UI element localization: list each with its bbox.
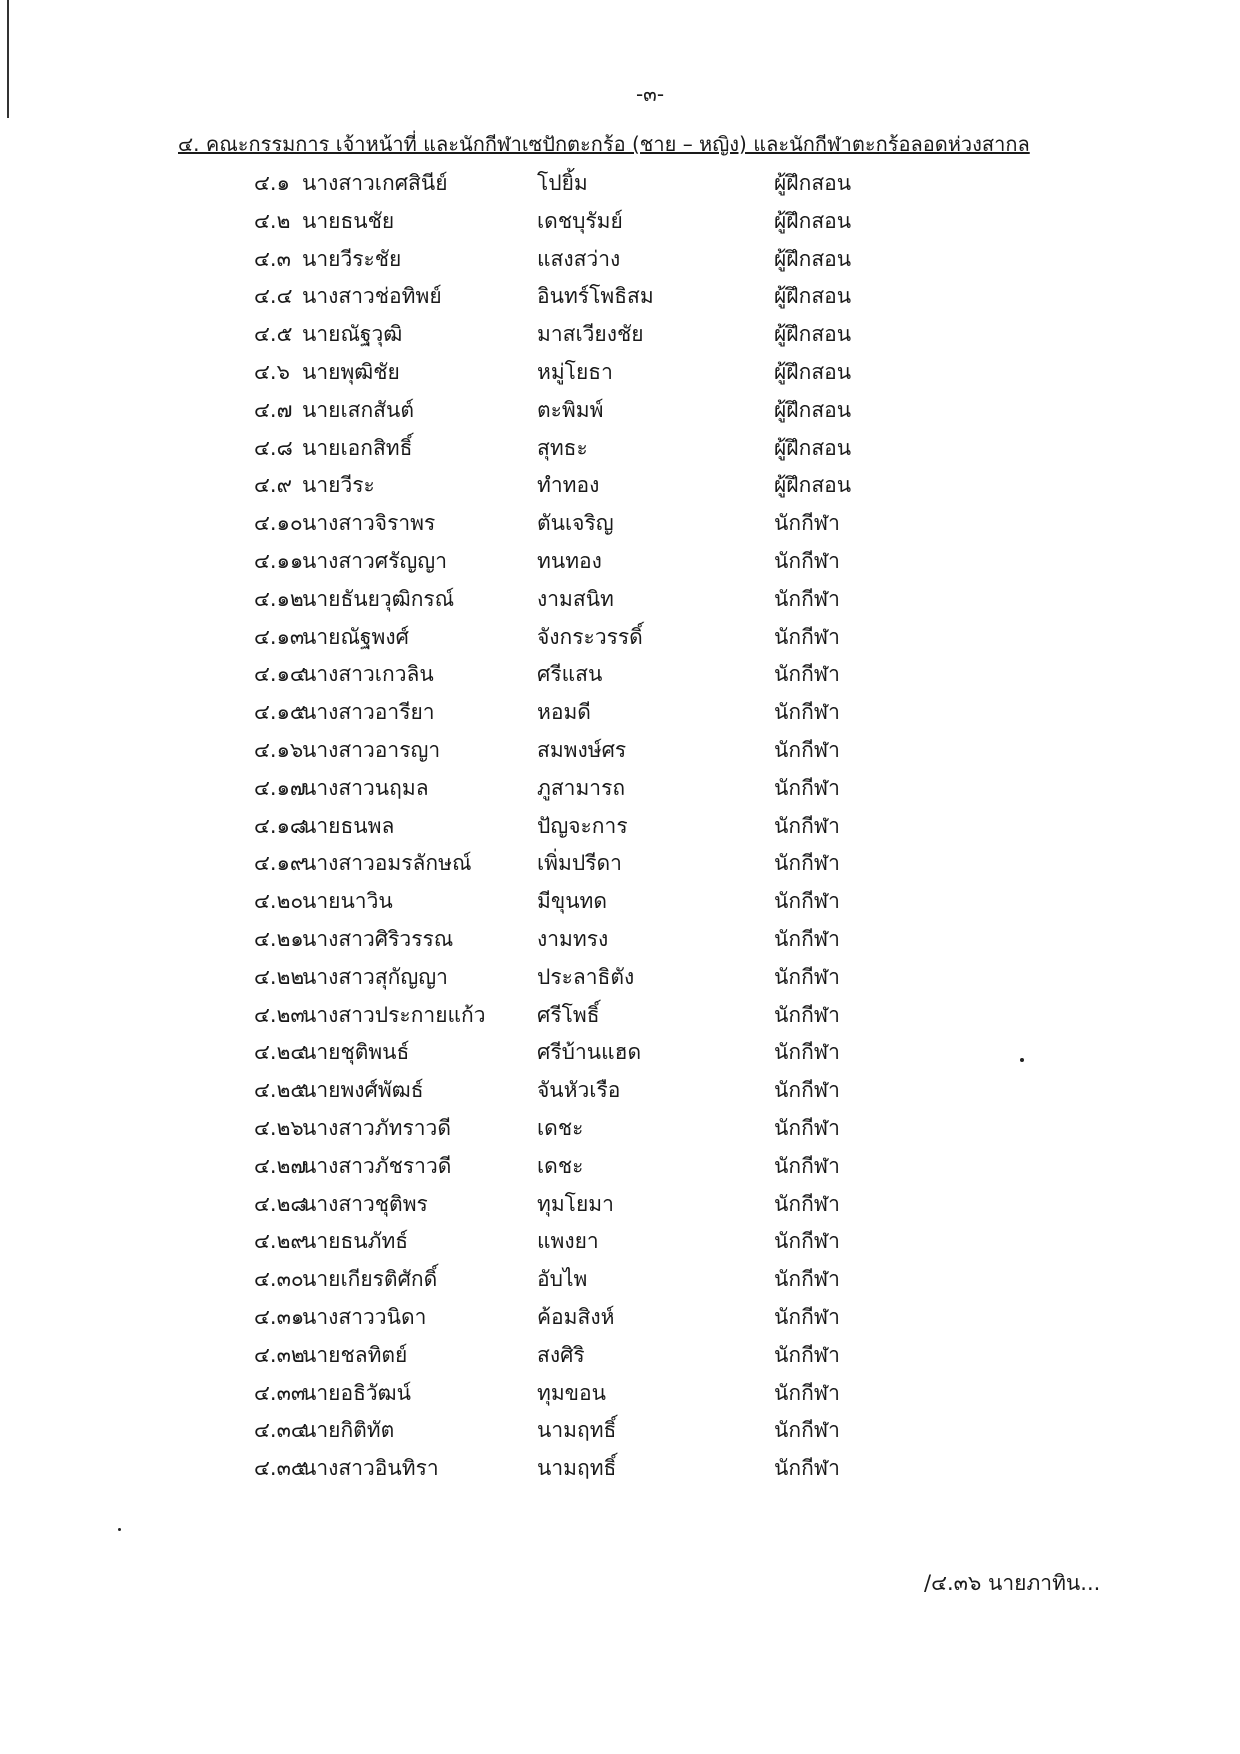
roster-row xyxy=(254,1186,974,1224)
roster-number: ๔.๑๒ xyxy=(254,586,304,611)
roster-surname: ศรีบ้านแฮด xyxy=(537,1040,642,1065)
roster-number: ๔.๑๕ xyxy=(254,700,306,725)
roster-surname: ทุมโยมา xyxy=(537,1191,614,1216)
roster-role: ผู้ฝึกสอน xyxy=(774,322,852,347)
roster-row xyxy=(254,1337,974,1375)
roster-role: นักกีฬา xyxy=(774,1267,840,1292)
roster-given-name: นายธนพล xyxy=(302,813,395,838)
roster-surname: นามฤทธิ์ xyxy=(537,1456,617,1481)
roster-role: นักกีฬา xyxy=(774,1078,840,1103)
roster-given-name: นางสาวภัทราวดี xyxy=(302,1115,451,1140)
roster-number: ๔.๒ xyxy=(254,208,291,233)
roster-surname: โปยิ้ม xyxy=(537,171,588,195)
roster-surname: เดชะ xyxy=(537,1115,584,1140)
roster-role: นักกีฬา xyxy=(774,511,840,536)
roster-surname: จันหัวเรือ xyxy=(537,1078,621,1103)
roster-role: นักกีฬา xyxy=(774,1456,840,1481)
roster-number: ๔.๓๓ xyxy=(254,1380,306,1405)
roster-given-name: นายเกียรติศักดิ์ xyxy=(302,1267,438,1292)
roster-given-name: นางสาวอินทิรา xyxy=(302,1456,439,1481)
roster-number: ๔.๒๙ xyxy=(254,1229,306,1254)
page-number: -๓- xyxy=(635,82,665,106)
roster-surname: มาสเวียงชัย xyxy=(537,322,644,347)
roster-given-name: นางสาวประกายแก้ว xyxy=(302,1002,486,1027)
roster-number: ๔.๒๔ xyxy=(254,1040,307,1065)
roster-row xyxy=(254,1261,974,1299)
roster-surname: แพงยา xyxy=(537,1229,599,1254)
roster-role: ผู้ฝึกสอน xyxy=(774,435,852,460)
roster-surname: สุทธะ xyxy=(537,435,588,460)
roster-row xyxy=(254,241,974,279)
roster-given-name: นางสาวเกศสินีย์ xyxy=(302,171,448,195)
roster-given-name: นายธันยวุฒิกรณ์ xyxy=(302,586,455,611)
roster-role: ผู้ฝึกสอน xyxy=(774,246,852,271)
roster-number: ๔.๕ xyxy=(254,322,293,347)
binding-edge-line xyxy=(7,0,9,118)
roster-given-name: นางสาวอารญา xyxy=(302,737,441,762)
roster-surname: ตะพิมพ์ xyxy=(537,397,604,422)
roster-row xyxy=(254,1450,974,1488)
roster-number: ๔.๒๐ xyxy=(254,889,304,914)
roster-given-name: นายวีระ xyxy=(302,473,375,498)
roster-number: ๔.๒๓ xyxy=(254,1002,305,1027)
roster-surname: งามทรง xyxy=(537,926,609,951)
roster-given-name: นายนาวิน xyxy=(302,889,393,914)
roster-number: ๔.๓๒ xyxy=(254,1342,305,1367)
roster-role: ผู้ฝึกสอน xyxy=(774,359,852,384)
roster-surname: ประลาธิตัง xyxy=(537,964,635,989)
roster-number: ๔.๒๒ xyxy=(254,964,305,989)
roster-given-name: นางสาวเกวลิน xyxy=(302,662,434,687)
roster-number: ๔.๒๑ xyxy=(254,926,304,951)
roster-role: นักกีฬา xyxy=(774,964,840,989)
roster-given-name: นางสาวสุกัญญา xyxy=(302,964,448,989)
roster-row xyxy=(254,1375,974,1413)
roster-given-name: นางสาวช่อทิพย์ xyxy=(302,284,442,309)
roster-surname: อินทร์โพธิสม xyxy=(537,284,654,309)
roster-number: ๔.๑๐ xyxy=(254,511,303,536)
roster-row xyxy=(254,1034,974,1072)
roster-number: ๔.๓๔ xyxy=(254,1418,307,1443)
roster-role: นักกีฬา xyxy=(774,1342,840,1367)
roster-given-name: นายธนชัย xyxy=(302,208,395,233)
roster-surname: ศรีโพธิ์ xyxy=(537,1002,600,1027)
roster-number: ๔.๒๕ xyxy=(254,1078,307,1103)
roster-surname: ภูสามารถ xyxy=(537,775,626,800)
roster-role: ผู้ฝึกสอน xyxy=(774,397,852,422)
roster-surname: นามฤทธิ์ xyxy=(537,1418,617,1443)
roster-surname: เดชะ xyxy=(537,1153,584,1178)
roster-row xyxy=(254,581,974,619)
roster-row xyxy=(254,316,974,354)
roster-role: นักกีฬา xyxy=(774,813,840,838)
roster-number: ๔.๑๙ xyxy=(254,851,306,876)
roster-number: ๔.๙ xyxy=(254,473,292,498)
roster-given-name: นางสาวอมรลักษณ์ xyxy=(302,851,472,876)
roster-role: นักกีฬา xyxy=(774,1380,840,1405)
roster-surname: สงศิริ xyxy=(537,1342,585,1367)
roster-role: ผู้ฝึกสอน xyxy=(774,171,852,195)
roster-number: ๔.๑๓ xyxy=(254,624,305,649)
roster-number: ๔.๗ xyxy=(254,397,293,422)
roster-surname: มีขุนทด xyxy=(537,889,608,914)
roster-given-name: นางสาวจิราพร xyxy=(302,511,436,536)
roster-number: ๔.๓๐ xyxy=(254,1267,304,1292)
roster-surname: ศรีแสน xyxy=(537,662,603,687)
roster-row xyxy=(254,203,974,241)
roster-given-name: นายชุติพนธ์ xyxy=(302,1040,410,1065)
roster-surname: แสงสว่าง xyxy=(537,246,621,271)
roster-given-name: นายกิติทัต xyxy=(302,1418,395,1443)
roster-number: ๔.๑ xyxy=(254,171,290,195)
roster-number: ๔.๑๘ xyxy=(254,813,307,838)
roster-role: นักกีฬา xyxy=(774,1418,840,1443)
roster-row xyxy=(254,392,974,430)
roster-given-name: นางสาวภัชราวดี xyxy=(302,1153,452,1178)
roster-surname: ค้อมสิงห์ xyxy=(537,1304,615,1329)
roster-number: ๔.๓๑ xyxy=(254,1304,305,1329)
roster-given-name: นางสาวชุติพร xyxy=(302,1191,428,1216)
roster-number: ๔.๑๗ xyxy=(254,775,306,800)
roster-number: ๔.๒๗ xyxy=(254,1153,307,1178)
roster-role: นักกีฬา xyxy=(774,586,840,611)
roster-surname: ตันเจริญ xyxy=(537,511,614,536)
roster-row xyxy=(254,354,974,392)
roster-given-name: นายพุฒิชัย xyxy=(302,359,400,384)
roster-row xyxy=(254,1110,974,1148)
roster-row xyxy=(254,1148,974,1186)
roster-row xyxy=(254,883,974,921)
roster-role: นักกีฬา xyxy=(774,1191,840,1216)
roster-row xyxy=(254,921,974,959)
roster-number: ๔.๒๖ xyxy=(254,1115,304,1140)
roster-given-name: นายอธิวัฒน์ xyxy=(302,1380,411,1405)
roster-given-name: นายพงศ์พัฒธ์ xyxy=(302,1078,424,1103)
roster-role: นักกีฬา xyxy=(774,1229,840,1254)
roster-number: ๔.๑๑ xyxy=(254,548,304,573)
roster-row xyxy=(254,278,974,316)
roster-given-name: นางสาวนฤมล xyxy=(302,775,429,800)
roster-row xyxy=(254,997,974,1035)
roster-row xyxy=(254,619,974,657)
roster-surname: ปัญจะการ xyxy=(537,813,628,838)
roster-number: ๔.๑๔ xyxy=(254,662,306,687)
roster-surname: จังกระวรรดิ์ xyxy=(537,624,643,649)
roster-surname: อับไพ xyxy=(537,1267,588,1292)
roster-row xyxy=(254,845,974,883)
roster-row xyxy=(254,1412,974,1450)
roster-row xyxy=(254,959,974,997)
roster-given-name: นางสาวอารียา xyxy=(302,700,435,725)
roster-role: นักกีฬา xyxy=(774,926,840,951)
roster-surname: สมพงษ์ศร xyxy=(537,737,627,762)
roster-row xyxy=(254,694,974,732)
roster-role: นักกีฬา xyxy=(774,1002,840,1027)
roster-role: นักกีฬา xyxy=(774,737,840,762)
roster-given-name: นายชลทิตย์ xyxy=(302,1342,408,1367)
roster-number: ๔.๒๘ xyxy=(254,1191,307,1216)
roster-list xyxy=(254,165,974,1488)
roster-role: นักกีฬา xyxy=(774,662,840,687)
roster-row xyxy=(254,1299,974,1337)
roster-role: นักกีฬา xyxy=(774,775,840,800)
roster-surname: เดชบุรัมย์ xyxy=(537,208,623,233)
roster-given-name: นายธนภัทธ์ xyxy=(302,1229,409,1254)
roster-role: นักกีฬา xyxy=(774,1040,840,1065)
roster-role: นักกีฬา xyxy=(774,624,840,649)
roster-role: ผู้ฝึกสอน xyxy=(774,284,852,309)
roster-number: ๔.๓ xyxy=(254,246,291,271)
roster-row xyxy=(254,770,974,808)
roster-given-name: นายเสกสันต์ xyxy=(302,397,414,422)
roster-surname: เพิ่มปรีดา xyxy=(537,851,622,876)
roster-role: ผู้ฝึกสอน xyxy=(774,208,852,233)
roster-role: นักกีฬา xyxy=(774,889,840,914)
roster-given-name: นายเอกสิทธิ์ xyxy=(302,435,413,460)
roster-row xyxy=(254,165,974,203)
roster-number: ๔.๓๕ xyxy=(254,1456,307,1481)
roster-surname: หมู่โยธา xyxy=(537,359,613,384)
roster-role: นักกีฬา xyxy=(774,1115,840,1140)
roster-surname: หอมดี xyxy=(537,700,591,725)
roster-row xyxy=(254,1072,974,1110)
roster-role: นักกีฬา xyxy=(774,548,840,573)
roster-row xyxy=(254,543,974,581)
roster-row xyxy=(254,1223,974,1261)
roster-role: นักกีฬา xyxy=(774,1304,840,1329)
roster-row xyxy=(254,732,974,770)
roster-given-name: นายวีระชัย xyxy=(302,246,402,271)
roster-role: นักกีฬา xyxy=(774,1153,840,1178)
roster-row xyxy=(254,430,974,468)
roster-number: ๔.๑๖ xyxy=(254,737,304,762)
roster-given-name: นายณัฐพงศ์ xyxy=(302,624,409,649)
roster-number: ๔.๔ xyxy=(254,284,293,309)
roster-surname: ทนทอง xyxy=(537,548,602,573)
roster-given-name: นางสาววนิดา xyxy=(302,1304,427,1329)
roster-surname: งามสนิท xyxy=(537,586,614,611)
roster-surname: ทุมขอน xyxy=(537,1380,607,1405)
scan-speck xyxy=(1020,1058,1024,1062)
roster-role: นักกีฬา xyxy=(774,700,840,725)
roster-row xyxy=(254,467,974,505)
roster-role: ผู้ฝึกสอน xyxy=(774,473,852,498)
section-heading: ๔. คณะกรรมการ เจ้าหน้าที่ และนักกีฬาเซปักตะกร้อ (ชาย – หญิง) และนักกีฬาตะกร้อลอดห่วงสากล xyxy=(178,132,1030,156)
roster-role: นักกีฬา xyxy=(774,851,840,876)
continuation-note: /๔.๓๖ นายภาทิน... xyxy=(924,1571,1101,1595)
roster-surname: ทำทอง xyxy=(537,473,600,498)
roster-number: ๔.๖ xyxy=(254,359,290,384)
roster-given-name: นายณัฐวุฒิ xyxy=(302,322,403,347)
scan-speck xyxy=(118,1528,121,1531)
roster-row xyxy=(254,808,974,846)
roster-number: ๔.๘ xyxy=(254,435,293,460)
roster-given-name: นางสาวศรัญญา xyxy=(302,548,447,573)
roster-given-name: นางสาวศิริวรรณ xyxy=(302,926,454,951)
roster-row xyxy=(254,505,974,543)
roster-row xyxy=(254,656,974,694)
